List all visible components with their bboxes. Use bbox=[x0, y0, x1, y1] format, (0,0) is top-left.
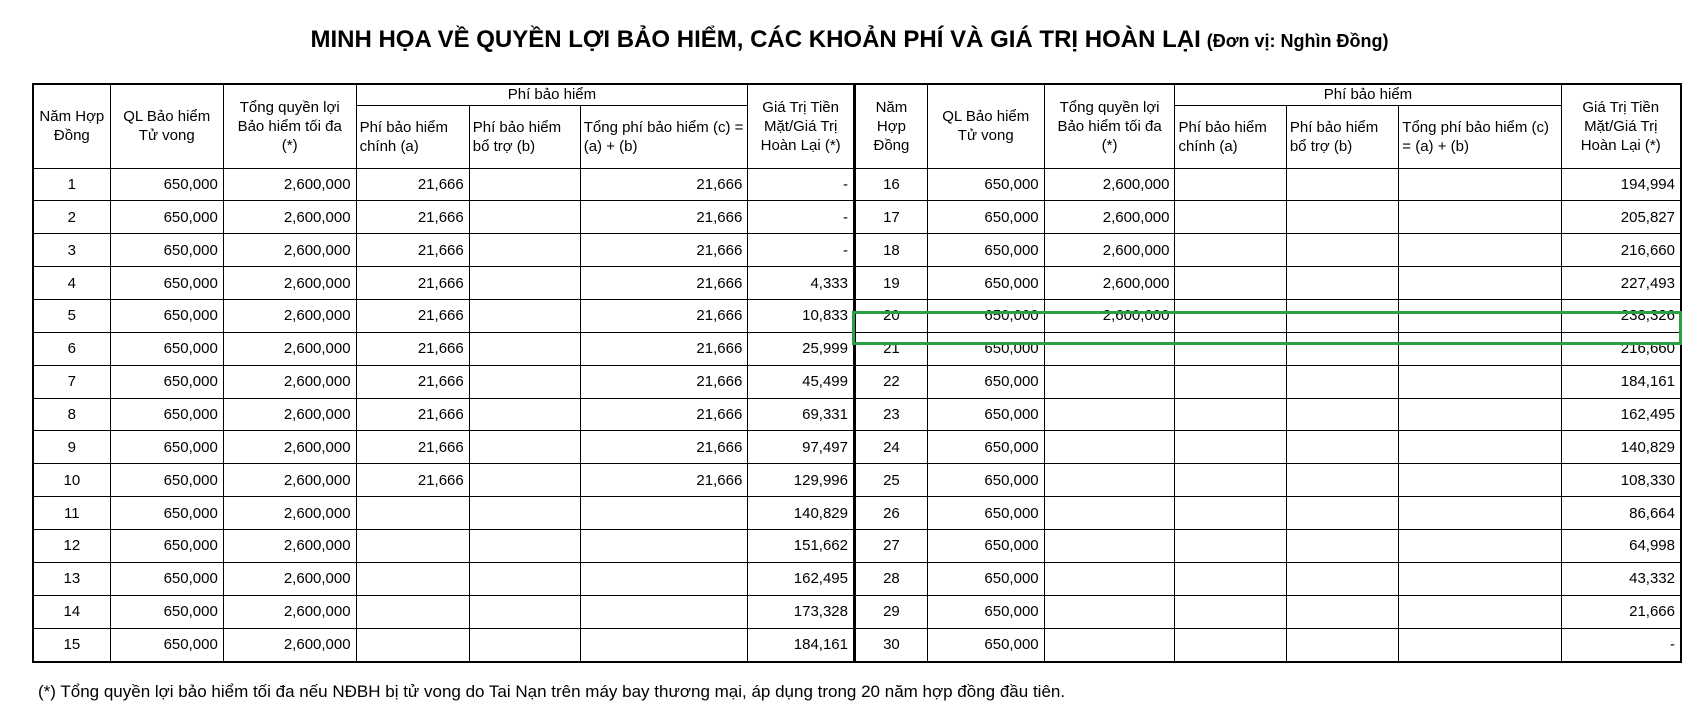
cell-year: 16 bbox=[856, 168, 927, 201]
table-row bbox=[856, 497, 1680, 530]
cell-death-benefit: 650,000 bbox=[110, 431, 223, 464]
table-row bbox=[856, 365, 1680, 398]
cell-death-benefit: 650,000 bbox=[110, 497, 223, 530]
cell-max-benefit: 2,600,000 bbox=[223, 464, 356, 497]
table-row bbox=[34, 267, 855, 300]
cell-max-benefit bbox=[1044, 628, 1175, 661]
cell-main-premium: 21,666 bbox=[356, 464, 469, 497]
cell-main-premium: 21,666 bbox=[356, 234, 469, 267]
cell-cash-value: 140,829 bbox=[748, 497, 855, 530]
cell-rider-premium bbox=[469, 628, 580, 661]
cell-rider-premium bbox=[1286, 299, 1398, 332]
cell-cash-value: 129,996 bbox=[748, 464, 855, 497]
cell-max-benefit bbox=[1044, 497, 1175, 530]
cell-year: 1 bbox=[34, 168, 110, 201]
cell-rider-premium bbox=[469, 431, 580, 464]
cell-max-benefit: 2,600,000 bbox=[223, 365, 356, 398]
cell-main-premium bbox=[1175, 529, 1286, 562]
cell-cash-value: 238,326 bbox=[1561, 299, 1680, 332]
cell-year: 11 bbox=[34, 497, 110, 530]
cell-main-premium bbox=[1175, 234, 1286, 267]
cell-total-premium bbox=[1399, 234, 1561, 267]
header-cash-value: Giá Trị Tiền Mặt/Giá Trị Hoàn Lại (*) bbox=[748, 85, 855, 168]
cell-max-benefit: 2,600,000 bbox=[223, 628, 356, 661]
cell-main-premium bbox=[1175, 201, 1286, 234]
cell-death-benefit: 650,000 bbox=[927, 431, 1044, 464]
cell-year: 21 bbox=[856, 332, 927, 365]
cell-total-premium bbox=[580, 497, 748, 530]
table-row bbox=[34, 398, 855, 431]
cell-total-premium bbox=[580, 628, 748, 661]
cell-total-premium bbox=[1399, 497, 1561, 530]
cell-death-benefit: 650,000 bbox=[110, 365, 223, 398]
cell-year: 28 bbox=[856, 562, 927, 595]
cell-total-premium bbox=[580, 562, 748, 595]
table-row bbox=[856, 398, 1680, 431]
table-row bbox=[34, 299, 855, 332]
cell-death-benefit: 650,000 bbox=[110, 168, 223, 201]
cell-rider-premium bbox=[1286, 398, 1398, 431]
cell-cash-value: - bbox=[748, 168, 855, 201]
cell-death-benefit: 650,000 bbox=[927, 201, 1044, 234]
cell-death-benefit: 650,000 bbox=[110, 398, 223, 431]
table-row bbox=[856, 168, 1680, 201]
cell-main-premium bbox=[1175, 299, 1286, 332]
cell-main-premium bbox=[1175, 267, 1286, 300]
cell-main-premium: 21,666 bbox=[356, 168, 469, 201]
table-row bbox=[856, 234, 1680, 267]
cell-cash-value: 162,495 bbox=[748, 562, 855, 595]
cell-death-benefit: 650,000 bbox=[110, 529, 223, 562]
cell-cash-value: 173,328 bbox=[748, 595, 855, 628]
table-row bbox=[34, 168, 855, 201]
cell-cash-value: 216,660 bbox=[1561, 234, 1680, 267]
cell-main-premium bbox=[1175, 365, 1286, 398]
cell-total-premium bbox=[1399, 628, 1561, 661]
page-title bbox=[0, 26, 1699, 54]
cell-main-premium bbox=[1175, 497, 1286, 530]
cell-total-premium bbox=[1399, 464, 1561, 497]
header-premium-group: Phí bảo hiểm bbox=[356, 85, 748, 105]
cell-max-benefit: 2,600,000 bbox=[223, 431, 356, 464]
cell-main-premium bbox=[356, 529, 469, 562]
table-row bbox=[34, 562, 855, 595]
cell-max-benefit: 2,600,000 bbox=[1044, 201, 1175, 234]
cell-max-benefit bbox=[1044, 332, 1175, 365]
cell-rider-premium bbox=[1286, 201, 1398, 234]
cell-total-premium bbox=[1399, 431, 1561, 464]
cell-rider-premium bbox=[469, 595, 580, 628]
cell-death-benefit: 650,000 bbox=[927, 464, 1044, 497]
cell-max-benefit: 2,600,000 bbox=[223, 562, 356, 595]
cell-main-premium bbox=[1175, 562, 1286, 595]
cell-total-premium: 21,666 bbox=[580, 267, 748, 300]
cell-year: 14 bbox=[34, 595, 110, 628]
cell-total-premium bbox=[580, 595, 748, 628]
cell-cash-value: 108,330 bbox=[1561, 464, 1680, 497]
cell-max-benefit bbox=[1044, 398, 1175, 431]
cell-rider-premium bbox=[469, 398, 580, 431]
cell-total-premium bbox=[1399, 398, 1561, 431]
cell-cash-value: - bbox=[748, 234, 855, 267]
cell-cash-value: 4,333 bbox=[748, 267, 855, 300]
cell-death-benefit: 650,000 bbox=[110, 299, 223, 332]
cell-year: 5 bbox=[34, 299, 110, 332]
table-row bbox=[34, 595, 855, 628]
cell-year: 25 bbox=[856, 464, 927, 497]
cell-main-premium: 21,666 bbox=[356, 299, 469, 332]
cell-year: 8 bbox=[34, 398, 110, 431]
cell-main-premium bbox=[1175, 464, 1286, 497]
cell-rider-premium bbox=[469, 365, 580, 398]
cell-rider-premium bbox=[1286, 332, 1398, 365]
cell-max-benefit: 2,600,000 bbox=[223, 299, 356, 332]
cell-year: 6 bbox=[34, 332, 110, 365]
header-premium-group: Phí bảo hiểm bbox=[1175, 85, 1561, 105]
unit-label: (Đơn vị: Nghìn Đồng) bbox=[1206, 31, 1389, 51]
cell-year: 10 bbox=[34, 464, 110, 497]
cell-year: 29 bbox=[856, 595, 927, 628]
table-row bbox=[856, 529, 1680, 562]
cell-total-premium: 21,666 bbox=[580, 431, 748, 464]
cell-max-benefit: 2,600,000 bbox=[223, 398, 356, 431]
cell-cash-value: 69,331 bbox=[748, 398, 855, 431]
cell-year: 17 bbox=[856, 201, 927, 234]
cell-rider-premium bbox=[469, 168, 580, 201]
cell-cash-value: 64,998 bbox=[1561, 529, 1680, 562]
cell-year: 3 bbox=[34, 234, 110, 267]
cell-year: 13 bbox=[34, 562, 110, 595]
cell-total-premium bbox=[1399, 562, 1561, 595]
table-row bbox=[34, 365, 855, 398]
table-years-16-30 bbox=[856, 85, 1680, 661]
cell-main-premium bbox=[1175, 168, 1286, 201]
cell-cash-value: 43,332 bbox=[1561, 562, 1680, 595]
cell-death-benefit: 650,000 bbox=[927, 365, 1044, 398]
cell-cash-value: 25,999 bbox=[748, 332, 855, 365]
cell-rider-premium bbox=[1286, 267, 1398, 300]
header-year: Năm Hợp Đồng bbox=[34, 85, 110, 168]
table-row bbox=[856, 267, 1680, 300]
cell-death-benefit: 650,000 bbox=[110, 628, 223, 661]
cell-death-benefit: 650,000 bbox=[927, 398, 1044, 431]
benefit-illustration-table bbox=[32, 83, 1682, 663]
cell-main-premium bbox=[1175, 398, 1286, 431]
cell-cash-value: 45,499 bbox=[748, 365, 855, 398]
cell-main-premium: 21,666 bbox=[356, 365, 469, 398]
table-row bbox=[856, 299, 1680, 332]
header-max-benefit: Tổng quyền lợi Bảo hiểm tối đa (*) bbox=[1044, 85, 1175, 168]
cell-year: 18 bbox=[856, 234, 927, 267]
cell-year: 19 bbox=[856, 267, 927, 300]
cell-total-premium: 21,666 bbox=[580, 168, 748, 201]
cell-death-benefit: 650,000 bbox=[110, 595, 223, 628]
cell-max-benefit: 2,600,000 bbox=[223, 234, 356, 267]
cell-death-benefit: 650,000 bbox=[927, 628, 1044, 661]
cell-main-premium bbox=[356, 497, 469, 530]
table-row bbox=[34, 628, 855, 661]
cell-death-benefit: 650,000 bbox=[927, 299, 1044, 332]
cell-rider-premium bbox=[1286, 464, 1398, 497]
cell-rider-premium bbox=[1286, 628, 1398, 661]
cell-death-benefit: 650,000 bbox=[927, 267, 1044, 300]
cell-total-premium: 21,666 bbox=[580, 365, 748, 398]
table-row bbox=[34, 201, 855, 234]
cell-cash-value: - bbox=[748, 201, 855, 234]
cell-death-benefit: 650,000 bbox=[110, 201, 223, 234]
cell-max-benefit: 2,600,000 bbox=[1044, 267, 1175, 300]
cell-year: 26 bbox=[856, 497, 927, 530]
cell-year: 7 bbox=[34, 365, 110, 398]
cell-death-benefit: 650,000 bbox=[110, 267, 223, 300]
cell-death-benefit: 650,000 bbox=[110, 562, 223, 595]
cell-cash-value: 216,660 bbox=[1561, 332, 1680, 365]
cell-death-benefit: 650,000 bbox=[110, 234, 223, 267]
cell-year: 30 bbox=[856, 628, 927, 661]
table-row bbox=[34, 431, 855, 464]
cell-max-benefit: 2,600,000 bbox=[1044, 299, 1175, 332]
table-row bbox=[856, 201, 1680, 234]
cell-total-premium bbox=[1399, 201, 1561, 234]
cell-rider-premium bbox=[469, 464, 580, 497]
cell-max-benefit: 2,600,000 bbox=[223, 529, 356, 562]
cell-total-premium: 21,666 bbox=[580, 332, 748, 365]
cell-total-premium bbox=[1399, 168, 1561, 201]
cell-max-benefit bbox=[1044, 562, 1175, 595]
cell-max-benefit: 2,600,000 bbox=[223, 267, 356, 300]
cell-death-benefit: 650,000 bbox=[927, 332, 1044, 365]
cell-max-benefit: 2,600,000 bbox=[223, 201, 356, 234]
cell-total-premium: 21,666 bbox=[580, 201, 748, 234]
cell-rider-premium bbox=[469, 267, 580, 300]
cell-death-benefit: 650,000 bbox=[927, 497, 1044, 530]
table-row bbox=[34, 497, 855, 530]
cell-cash-value: 151,662 bbox=[748, 529, 855, 562]
cell-main-premium bbox=[1175, 595, 1286, 628]
cell-total-premium bbox=[580, 529, 748, 562]
table-row bbox=[856, 628, 1680, 661]
table-row bbox=[856, 562, 1680, 595]
header-cash-value: Giá Trị Tiền Mặt/Giá Trị Hoàn Lại (*) bbox=[1561, 85, 1680, 168]
cell-death-benefit: 650,000 bbox=[927, 562, 1044, 595]
cell-main-premium: 21,666 bbox=[356, 332, 469, 365]
table-row bbox=[856, 431, 1680, 464]
cell-year: 23 bbox=[856, 398, 927, 431]
cell-rider-premium bbox=[1286, 365, 1398, 398]
header-rider-premium: Phí bảo hiểm bổ trợ (b) bbox=[469, 105, 580, 168]
cell-max-benefit: 2,600,000 bbox=[223, 497, 356, 530]
header-main-premium: Phí bảo hiểm chính (a) bbox=[1175, 105, 1286, 168]
cell-year: 27 bbox=[856, 529, 927, 562]
cell-max-benefit: 2,600,000 bbox=[1044, 234, 1175, 267]
cell-max-benefit bbox=[1044, 595, 1175, 628]
header-year: Năm Hợp Đồng bbox=[856, 85, 927, 168]
cell-total-premium bbox=[1399, 332, 1561, 365]
header-rider-premium: Phí bảo hiểm bổ trợ (b) bbox=[1286, 105, 1398, 168]
cell-year: 24 bbox=[856, 431, 927, 464]
cell-main-premium bbox=[356, 595, 469, 628]
cell-rider-premium bbox=[1286, 497, 1398, 530]
cell-cash-value: 162,495 bbox=[1561, 398, 1680, 431]
cell-max-benefit: 2,600,000 bbox=[223, 168, 356, 201]
cell-death-benefit: 650,000 bbox=[110, 464, 223, 497]
cell-year: 22 bbox=[856, 365, 927, 398]
table-row bbox=[34, 332, 855, 365]
title-text: MINH HỌA VỀ QUYỀN LỢI BẢO HIỂM, CÁC KHOẢN PHÍ VÀ GIÁ TRỊ HOÀN LẠI bbox=[310, 26, 1201, 53]
cell-main-premium bbox=[356, 562, 469, 595]
cell-max-benefit: 2,600,000 bbox=[223, 332, 356, 365]
table-row bbox=[34, 529, 855, 562]
cell-year: 9 bbox=[34, 431, 110, 464]
cell-cash-value: 184,161 bbox=[748, 628, 855, 661]
cell-year: 2 bbox=[34, 201, 110, 234]
cell-max-benefit bbox=[1044, 464, 1175, 497]
cell-death-benefit: 650,000 bbox=[927, 529, 1044, 562]
cell-cash-value: 140,829 bbox=[1561, 431, 1680, 464]
cell-main-premium bbox=[1175, 431, 1286, 464]
cell-rider-premium bbox=[469, 332, 580, 365]
header-main-premium: Phí bảo hiểm chính (a) bbox=[356, 105, 469, 168]
cell-rider-premium bbox=[1286, 234, 1398, 267]
cell-main-premium: 21,666 bbox=[356, 398, 469, 431]
cell-year: 4 bbox=[34, 267, 110, 300]
cell-year: 20 bbox=[856, 299, 927, 332]
cell-death-benefit: 650,000 bbox=[110, 332, 223, 365]
cell-total-premium: 21,666 bbox=[580, 234, 748, 267]
cell-cash-value: 10,833 bbox=[748, 299, 855, 332]
table-row bbox=[856, 332, 1680, 365]
cell-main-premium: 21,666 bbox=[356, 431, 469, 464]
header-max-benefit: Tổng quyền lợi Bảo hiểm tối đa (*) bbox=[223, 85, 356, 168]
cell-total-premium bbox=[1399, 529, 1561, 562]
header-death-benefit: QL Bảo hiểm Tử vong bbox=[110, 85, 223, 168]
cell-cash-value: 227,493 bbox=[1561, 267, 1680, 300]
header-death-benefit: QL Bảo hiểm Tử vong bbox=[927, 85, 1044, 168]
cell-rider-premium bbox=[1286, 529, 1398, 562]
header-total-premium: Tổng phí bảo hiểm (c) = (a) + (b) bbox=[1399, 105, 1561, 168]
cell-cash-value: 86,664 bbox=[1561, 497, 1680, 530]
cell-total-premium: 21,666 bbox=[580, 464, 748, 497]
cell-cash-value: 21,666 bbox=[1561, 595, 1680, 628]
cell-rider-premium bbox=[1286, 168, 1398, 201]
cell-rider-premium bbox=[1286, 595, 1398, 628]
cell-year: 12 bbox=[34, 529, 110, 562]
cell-cash-value: 205,827 bbox=[1561, 201, 1680, 234]
header-total-premium: Tổng phí bảo hiểm (c) = (a) + (b) bbox=[580, 105, 748, 168]
cell-cash-value: 194,994 bbox=[1561, 168, 1680, 201]
cell-main-premium bbox=[1175, 628, 1286, 661]
cell-max-benefit bbox=[1044, 431, 1175, 464]
cell-rider-premium bbox=[469, 562, 580, 595]
cell-main-premium bbox=[356, 628, 469, 661]
cell-total-premium: 21,666 bbox=[580, 398, 748, 431]
cell-total-premium bbox=[1399, 299, 1561, 332]
cell-max-benefit: 2,600,000 bbox=[1044, 168, 1175, 201]
cell-main-premium: 21,666 bbox=[356, 201, 469, 234]
footnote: (*) Tổng quyền lợi bảo hiểm tối đa nếu NĐBH bị tử vong do Tai Nạn trên máy bay thương mại, áp dụng trong 20 năm hợp đồng đầu tiên. bbox=[38, 682, 1066, 701]
cell-rider-premium bbox=[469, 529, 580, 562]
cell-max-benefit bbox=[1044, 529, 1175, 562]
cell-rider-premium bbox=[469, 497, 580, 530]
cell-max-benefit: 2,600,000 bbox=[223, 595, 356, 628]
cell-rider-premium bbox=[469, 299, 580, 332]
table-years-1-15 bbox=[34, 85, 856, 661]
cell-main-premium bbox=[1175, 332, 1286, 365]
cell-total-premium: 21,666 bbox=[580, 299, 748, 332]
cell-rider-premium bbox=[1286, 562, 1398, 595]
cell-rider-premium bbox=[1286, 431, 1398, 464]
cell-death-benefit: 650,000 bbox=[927, 595, 1044, 628]
cell-cash-value: 97,497 bbox=[748, 431, 855, 464]
table-row bbox=[856, 595, 1680, 628]
cell-death-benefit: 650,000 bbox=[927, 234, 1044, 267]
table-row bbox=[34, 464, 855, 497]
cell-rider-premium bbox=[469, 234, 580, 267]
cell-cash-value: 184,161 bbox=[1561, 365, 1680, 398]
cell-total-premium bbox=[1399, 595, 1561, 628]
cell-rider-premium bbox=[469, 201, 580, 234]
cell-year: 15 bbox=[34, 628, 110, 661]
cell-total-premium bbox=[1399, 365, 1561, 398]
cell-cash-value: - bbox=[1561, 628, 1680, 661]
table-row bbox=[856, 464, 1680, 497]
cell-max-benefit bbox=[1044, 365, 1175, 398]
cell-main-premium: 21,666 bbox=[356, 267, 469, 300]
table-row bbox=[34, 234, 855, 267]
cell-death-benefit: 650,000 bbox=[927, 168, 1044, 201]
cell-total-premium bbox=[1399, 267, 1561, 300]
